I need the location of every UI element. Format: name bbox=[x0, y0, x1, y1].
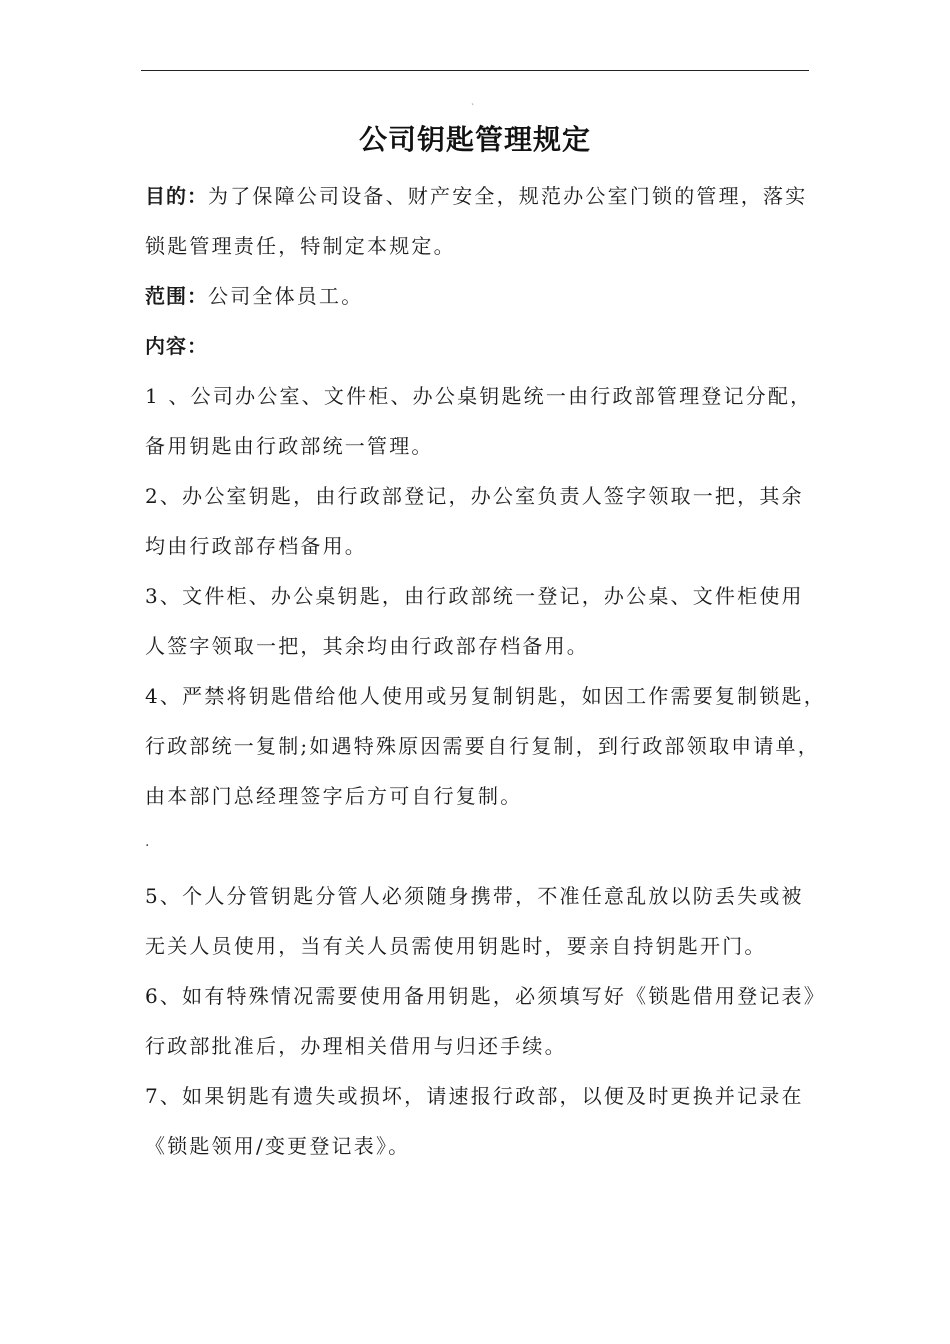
item-6-line-1: 6、如有特殊情况需要使用备用钥匙，必须填写好《锁匙借用登记表》 bbox=[145, 984, 826, 1008]
item-3-line-2: 人签字领取一把，其余均由行政部存档备用。 bbox=[145, 634, 589, 658]
item-1-line-1: 1 、公司办公室、文件柜、办公桌钥匙统一由行政部管理登记分配， bbox=[145, 384, 813, 408]
purpose-line-2: 锁匙管理责任，特制定本规定。 bbox=[145, 234, 456, 258]
item-2-line-2: 均由行政部存档备用。 bbox=[145, 534, 367, 558]
item-6-line-2: 行政部批准后，办理相关借用与归还手续。 bbox=[145, 1034, 567, 1058]
scope-line bbox=[145, 271, 825, 321]
item-4-line-1: 4、严禁将钥匙借给他人使用或另复制钥匙，如因工作需要复制锁匙， bbox=[145, 684, 826, 708]
scope-text: 公司全体员工。 bbox=[208, 284, 364, 308]
purpose-text-1: 为了保障公司设备、财产安全，规范办公室门锁的管理，落实 bbox=[208, 184, 808, 208]
document-title: 公司钥匙管理规定 bbox=[358, 123, 591, 156]
item-2-line-1: 2、办公室钥匙，由行政部登记，办公室负责人签字领取一把，其余 bbox=[145, 484, 804, 508]
purpose-label: 目的： bbox=[145, 184, 208, 208]
header-rule bbox=[141, 70, 809, 71]
item-4-line-3: 由本部门总经理签字后方可自行复制。 bbox=[145, 784, 523, 808]
item-1-line-2: 备用钥匙由行政部统一管理。 bbox=[145, 434, 434, 458]
document-body bbox=[145, 171, 825, 1171]
purpose-line-1 bbox=[145, 171, 825, 221]
content-label: 内容： bbox=[145, 334, 208, 358]
item-3-line-1: 3、文件柜、办公桌钥匙，由行政部统一登记，办公桌、文件柜使用 bbox=[145, 584, 804, 608]
page-dot: · bbox=[145, 838, 150, 854]
item-5-line-2: 无关人员使用，当有关人员需使用钥匙时，要亲自持钥匙开门。 bbox=[145, 934, 767, 958]
item-7-line-2: 《锁匙领用/变更登记表》。 bbox=[145, 1134, 411, 1158]
item-5-line-1: 5、个人分管钥匙分管人必须随身携带，不准任意乱放以防丢失或被 bbox=[145, 884, 804, 908]
item-4-line-2: 行政部统一复制;如遇特殊原因需要自行复制，到行政部领取申请单， bbox=[145, 734, 820, 758]
item-7-line-1: 7、如果钥匙有遗失或损坏，请速报行政部，以便及时更换并记录在 bbox=[145, 1084, 804, 1108]
scope-label: 范围： bbox=[145, 284, 208, 308]
scan-mark: ` bbox=[471, 103, 475, 112]
